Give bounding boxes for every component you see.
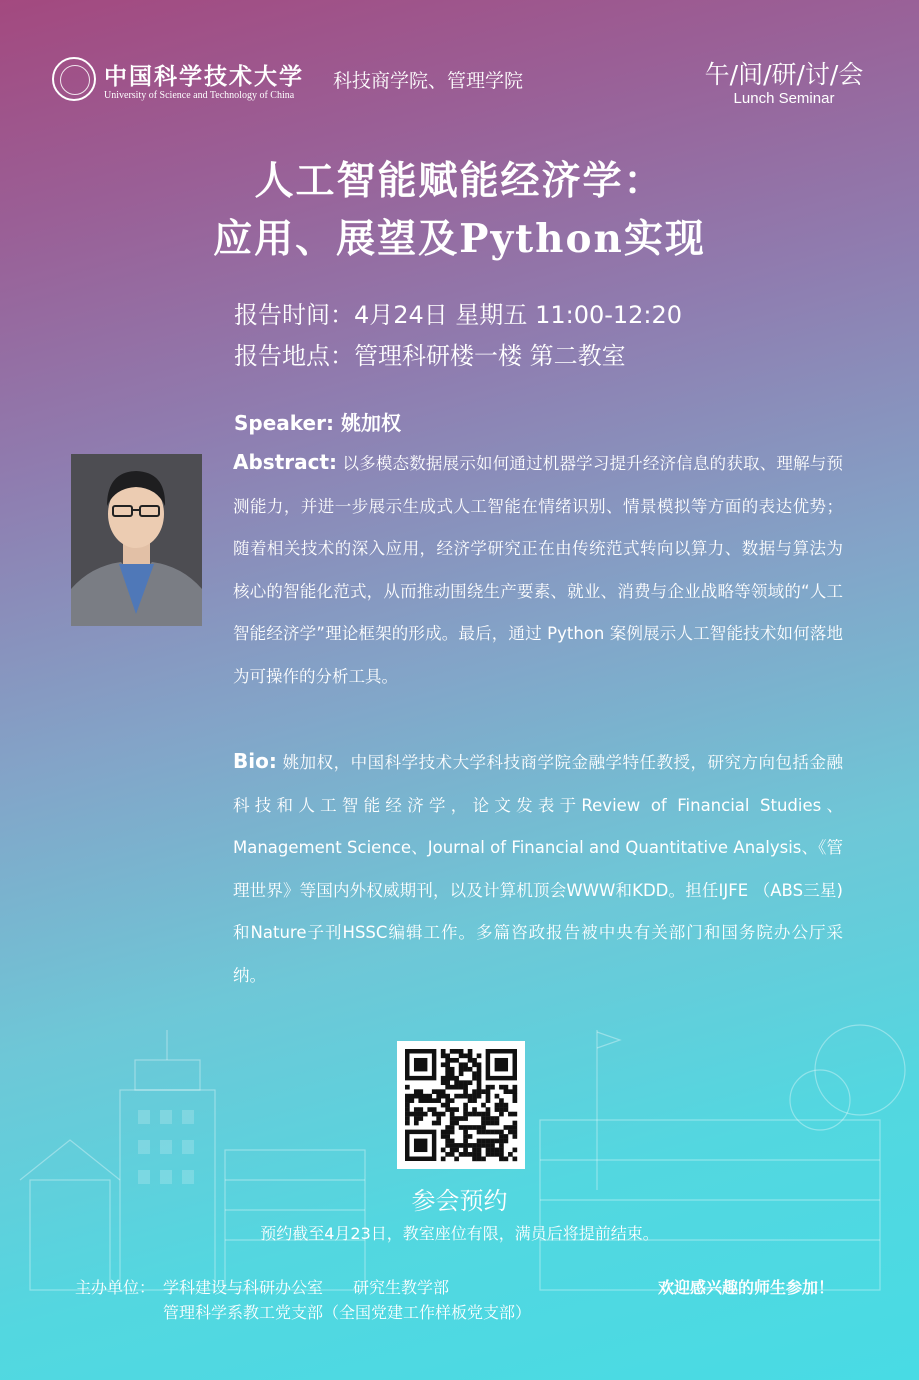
speaker-portrait-illustration [71, 454, 202, 626]
speaker-photo [71, 454, 202, 626]
bio-label: Bio: [233, 749, 277, 773]
speaker-label: Speaker: [234, 411, 334, 435]
bio-text: 姚加权，中国科学技术大学科技商学院金融学特任教授，研究方向包括金融科技和人工智能经济学，论文发表于Review of Financial Studies、Management Science、Journal of Financial and Quantitative Analysis、《管理世界》等国内外权威期刊，以及计算机顶会WWW和KDD。担任IJFE （ABS三星)和Nature子刊HSSC编辑工作。多篇咨政报告被中央有关部门和国务院办公厅采纳。 [233, 753, 844, 985]
abstract-paragraph [233, 441, 843, 699]
organizer-3: 管理科学系教工党支部（全国党建工作样板党支部） [163, 1303, 532, 1322]
university-name-en: University of Science and Technology of China [104, 90, 295, 101]
organizer-label: 主办单位： [75, 1278, 156, 1297]
qr-code-icon [397, 1041, 525, 1169]
talk-title-line-1: 人工智能赋能经济学： [254, 158, 665, 204]
department-name: 科技商学院、管理学院 [333, 70, 524, 92]
talk-time: 报告时间：4月24日 星期五 11:00-12:20 [234, 301, 683, 329]
organizer-1: 学科建设与科研办公室 [163, 1278, 324, 1297]
talk-place: 报告地点：管理科研楼一楼 第二教室 [234, 342, 626, 370]
registration-qr-code[interactable] [397, 1041, 525, 1169]
series-title-en: Lunch Seminar [733, 90, 835, 107]
talk-title-line-2: 应用、展望及Python实现 [213, 216, 706, 262]
university-name-cn: 中国科学技术大学 [104, 63, 304, 90]
speaker-line [234, 407, 401, 436]
abstract-label: Abstract: [233, 450, 338, 474]
speaker-name: 姚加权 [340, 411, 401, 435]
abstract-text: 以多模态数据展示如何通过机器学习提升经济信息的获取、理解与预测能力，并进一步展示生成式人工智能在情绪识别、情景模拟等方面的表达优势；随着相关技术的深入应用，经济学研究正在由传统范式转向以算力、数据与算法为核心的智能化范式，从而推动围绕生产要素、就业、消费与企业战略等领域的“人工智能经济学”理论框架的形成。最后，通过 Python 案例展示人工智能技术如何落地为可操作的分析工具。 [233, 454, 843, 686]
registration-title: 参会预约 [411, 1187, 508, 1215]
registration-note: 预约截至4月23日，教室座位有限，满员后将提前结束。 [260, 1224, 659, 1243]
series-title-cn: 午/间/研/讨/会 [704, 60, 864, 89]
ustc-seal-icon [52, 57, 96, 101]
bio-paragraph [233, 740, 843, 998]
organizer-2: 研究生教学部 [353, 1278, 450, 1297]
welcome-message: 欢迎感兴趣的师生参加！ [658, 1278, 835, 1297]
